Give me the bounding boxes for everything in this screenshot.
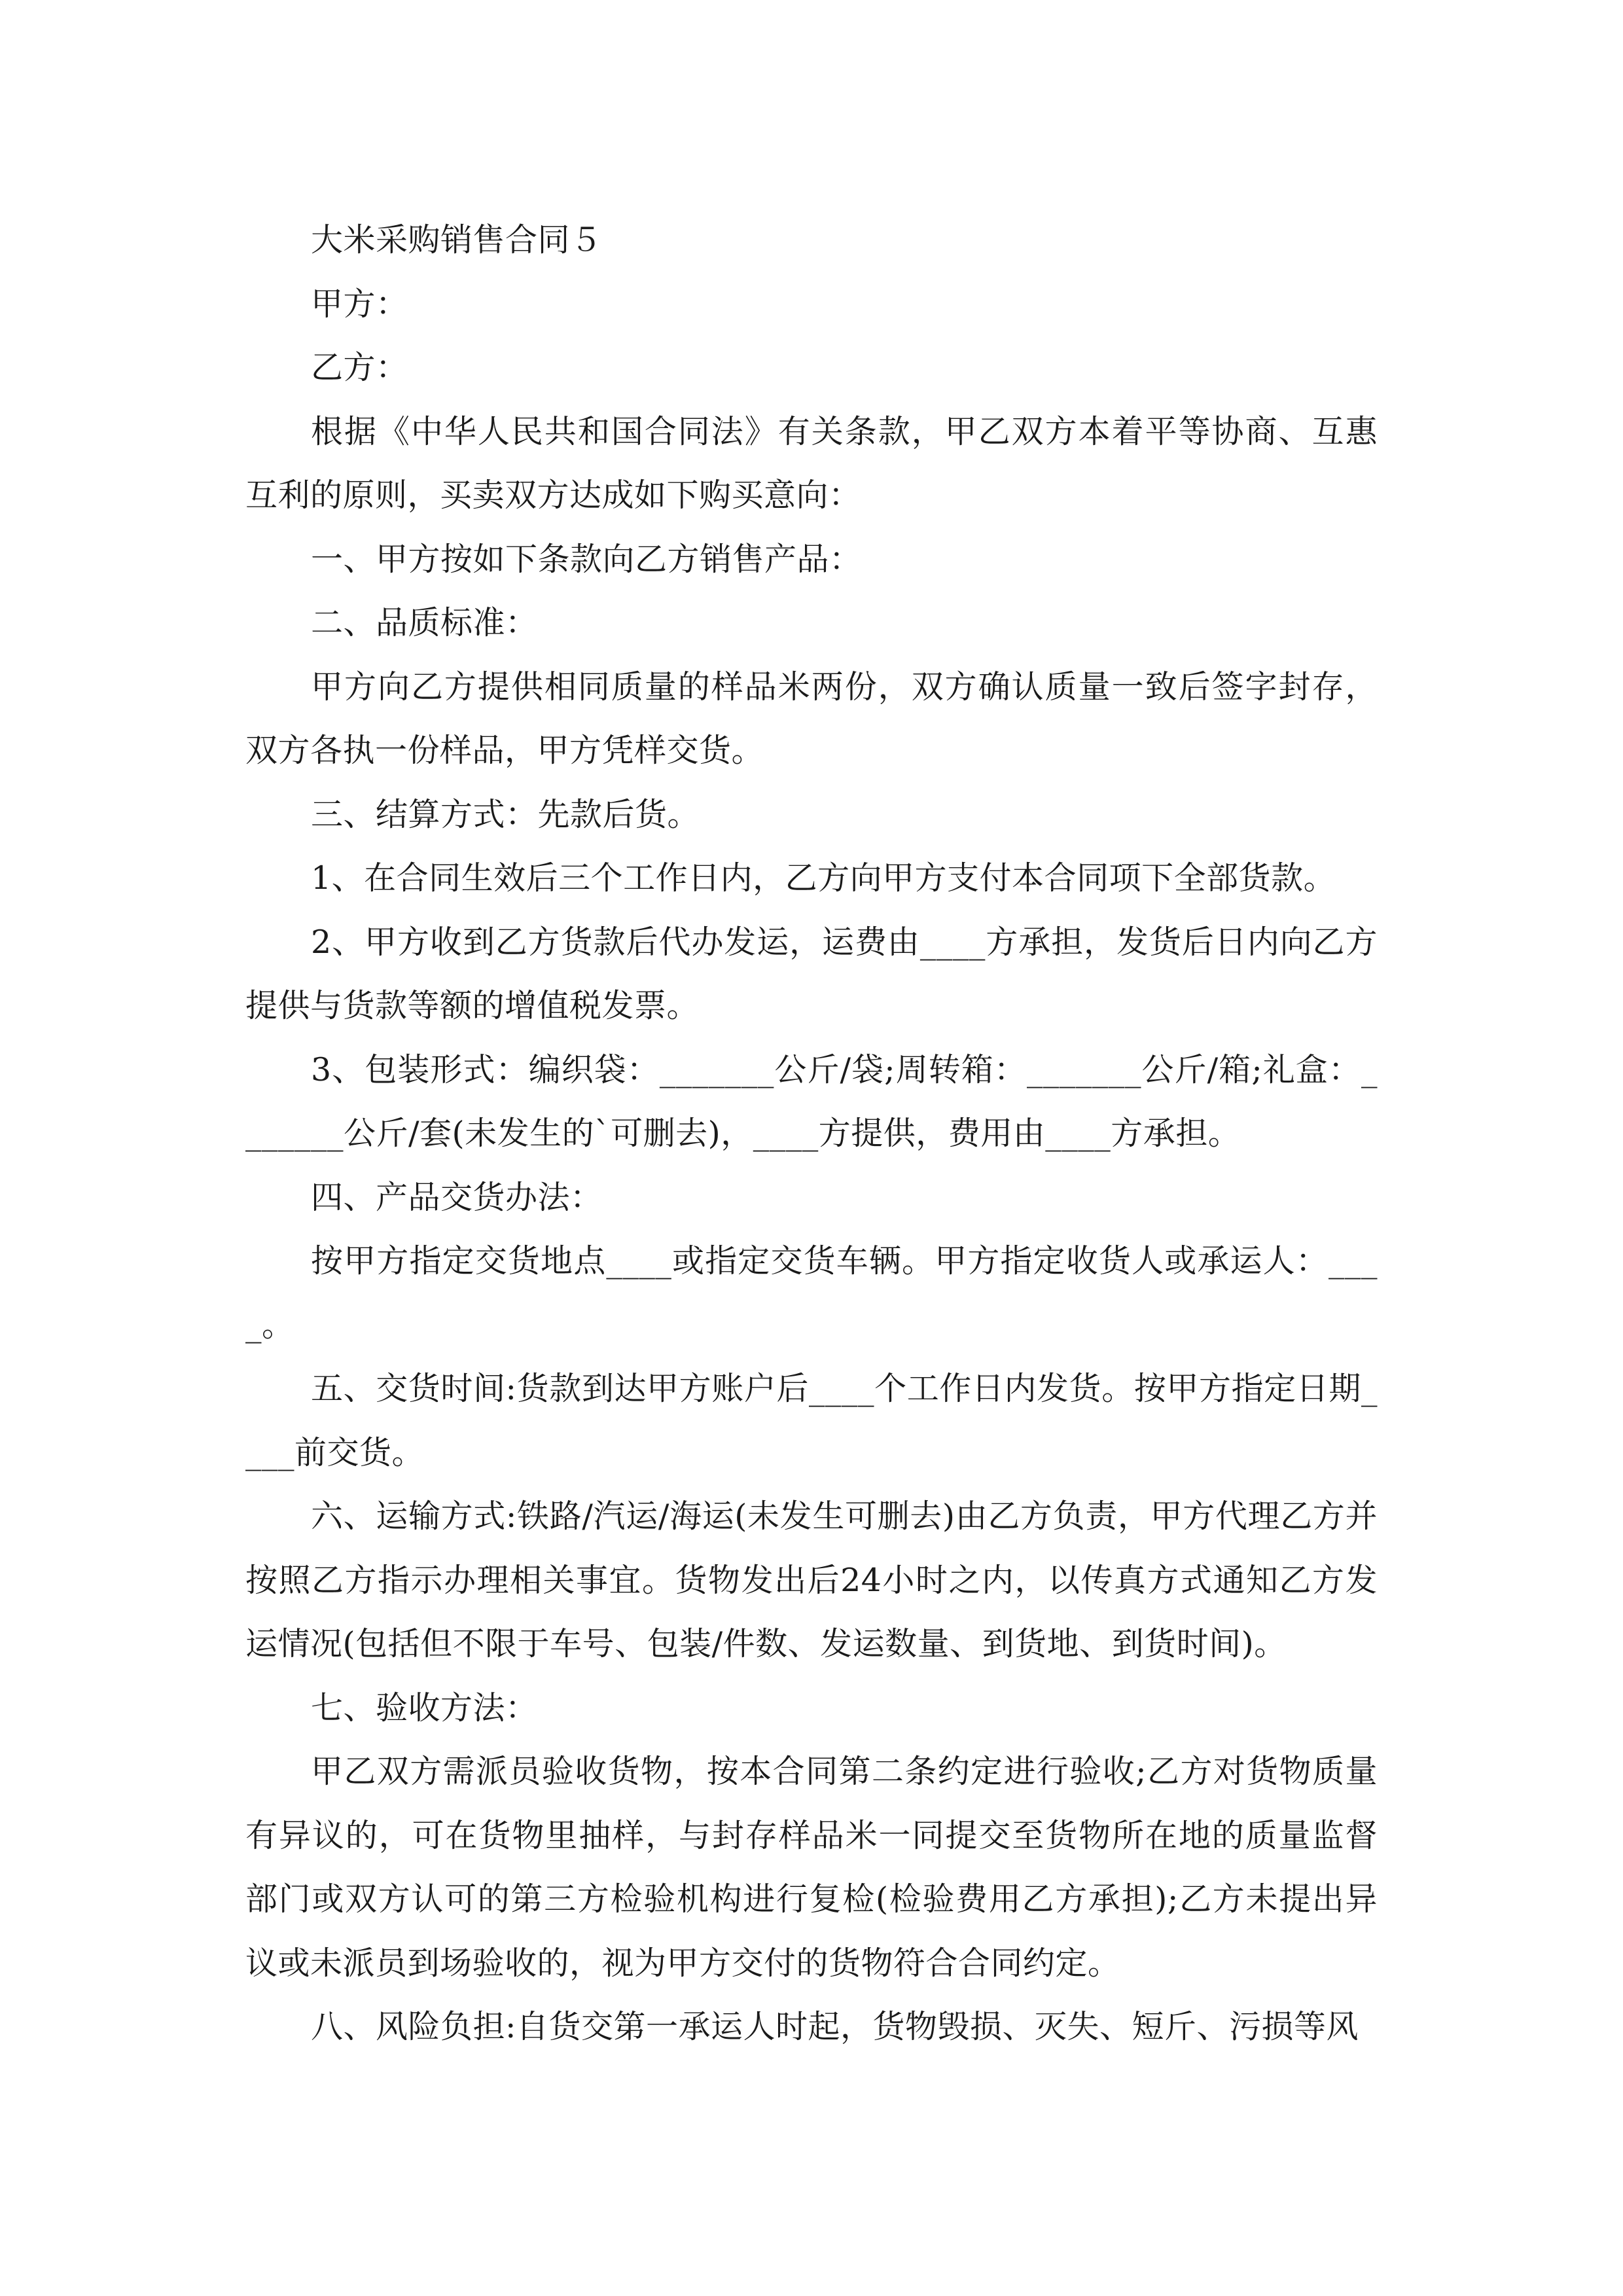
section-6: 六、运输方式:铁路/汽运/海运(未发生可删去)由乙方负责，甲方代理乙方并按照乙方指示办理相关事宜。货物发出后24小时之内，以传真方式通知乙方发运情况(包括但不限于车号、包装/件数、发运数量、到货地、到货时间)。 [245,1498,1378,1662]
section-1: 一、甲方按如下条款向乙方销售产品： [311,540,862,578]
party-b-line: 乙方： [311,349,408,386]
section-7-title: 七、验收方法： [311,1689,538,1727]
section-3-title: 三、结算方式：先款后货。 [311,795,700,833]
section-2-title: 二、品质标准： [311,604,538,641]
party-a-line: 甲方： [311,285,408,323]
section-3-item-2: 2、甲方收到乙方货款后代办发运，运费由____方承担，发货后日内向乙方提供与货款等额的增值税发票。 [245,923,1378,1024]
preamble-paragraph: 根据《中华人民共和国合同法》有关条款，甲乙双方本着平等协商、互惠互利的原则，买卖双方达成如下购买意向： [245,412,1378,514]
section-5: 五、交货时间:货款到达甲方账户后____个工作日内发货。按甲方指定日期____前交货。 [245,1370,1378,1471]
section-2-text: 甲方向乙方提供相同质量的样品米两份，双方确认质量一致后签字封存，双方各执一份样品，甲方凭样交货。 [245,668,1378,769]
section-8: 八、风险负担:自货交第一承运人时起，货物毁损、灭失、短斤、污损等风 [311,2008,1359,2045]
section-7-text: 甲乙双方需派员验收货物，按本合同第二条约定进行验收;乙方对货物质量有异议的，可在货物里抽样，与封存样品米一同提交至货物所在地的质量监督部门或双方认可的第三方检验机构进行复检(检验费用乙方承担);乙方未提出异议或未派员到场验收的，视为甲方交付的货物符合合同约定。 [245,1753,1378,1982]
section-3-item-3: 3、包装形式：编织袋：_______公斤/袋;周转箱：_______公斤/箱;礼盒：_______公斤/套(未发生的`可删去)，____方提供，费用由____方承担。 [245,1050,1378,1152]
section-4-title: 四、产品交货办法： [311,1178,603,1216]
document-title: 大米采购销售合同５ [311,221,603,259]
section-4-text: 按甲方指定交货地点____或指定交货车辆。甲方指定收货人或承运人：____。 [245,1242,1378,1344]
section-3-item-1: 1、在合同生效后三个工作日内，乙方向甲方支付本合同项下全部货款。 [311,859,1336,897]
document-body [245,208,1378,2059]
